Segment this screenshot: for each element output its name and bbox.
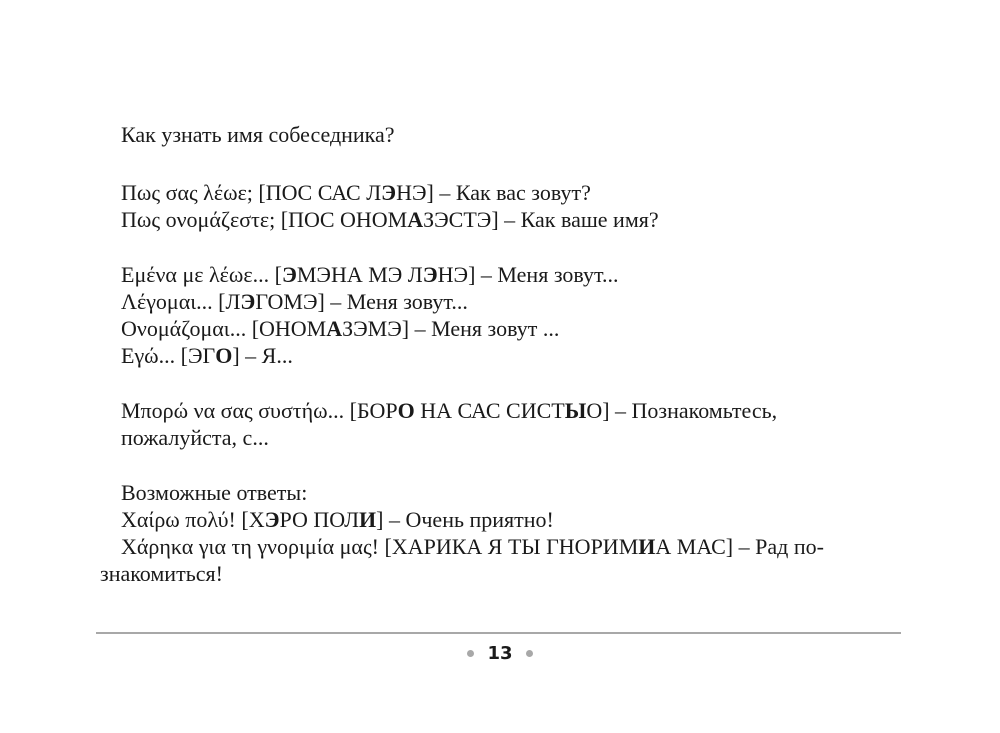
text-segment: ] – Очень приятно! [376, 507, 554, 532]
phrase-line [121, 425, 269, 451]
stressed-letter: Э [381, 180, 397, 205]
phrase-line [121, 398, 777, 424]
text-segment: ГОМЭ] – Меня зовут... [255, 289, 468, 314]
phrase-line [121, 180, 591, 206]
phrase-line [121, 507, 554, 533]
bullet-dot-icon [467, 650, 474, 657]
text-segment: Μπορώ να σας συστήω... [БОР [121, 398, 398, 423]
stressed-letter: Ы [564, 398, 587, 423]
section-heading: Как узнать имя собеседника? [121, 122, 395, 147]
stressed-letter: Э [422, 262, 438, 287]
stressed-letter: Э [264, 507, 280, 532]
text-segment: РО ПОЛ [279, 507, 360, 532]
text-segment: Λέγομαι... [Л [121, 289, 241, 314]
stressed-letter: Э [240, 289, 256, 314]
text-segment: А МАС] – Рад по- [655, 534, 824, 559]
stressed-letter: О [215, 343, 233, 368]
text-segment: Χάρηκα για τη γνοριμία μας! [ХАРИКА Я ТЫ ГНОРИМ [121, 534, 639, 559]
stressed-letter: А [326, 316, 343, 341]
footer-rule [96, 632, 901, 634]
text-segment: НЭ] – Меня зовут... [437, 262, 619, 287]
phrase-line [121, 289, 468, 315]
text-segment: О] – Познакомьтесь, [586, 398, 778, 423]
text-segment: МЭНА МЭ Л [296, 262, 423, 287]
bullet-dot-icon [526, 650, 533, 657]
text-segment: Εμένα με λέωε... [ [121, 262, 282, 287]
stressed-letter: И [359, 507, 377, 532]
responses-heading: Возможные ответы: [121, 480, 308, 505]
text-segment: ЗЭСТЭ] – Как ваше имя? [423, 207, 659, 232]
text-segment: Ονομάζομαι... [ОНОМ [121, 316, 327, 341]
text-segment: Εγώ... [ЭГ [121, 343, 216, 368]
phrase-line [121, 316, 559, 342]
text-segment: Πως ονομάζεστε; [ΠΟС ОНОМ [121, 207, 408, 232]
stressed-letter: И [638, 534, 656, 559]
stressed-letter: А [407, 207, 424, 232]
phrase-line [121, 207, 659, 233]
text-segment: ЗЭМЭ] – Меня зовут ... [342, 316, 560, 341]
page-footer [0, 643, 1000, 664]
text-segment: пожалуйста, с... [121, 425, 269, 450]
phrase-line [121, 343, 293, 369]
text-segment: НА САС СИСТ [414, 398, 565, 423]
phrase-line [121, 262, 618, 288]
stressed-letter: О [397, 398, 415, 423]
text-segment: знакомиться! [100, 561, 223, 586]
text-segment: Πως σας λέωε; [ΠΟС САС Л [121, 180, 382, 205]
stressed-letter: Э [281, 262, 297, 287]
page-number: 13 [487, 643, 513, 664]
text-segment: Χαίρω πολύ! [Х [121, 507, 265, 532]
phrase-line [121, 534, 824, 560]
phrase-line [100, 561, 223, 587]
text-segment: ] – Я... [232, 343, 293, 368]
text-segment: НЭ] – Как вас зовут? [396, 180, 591, 205]
